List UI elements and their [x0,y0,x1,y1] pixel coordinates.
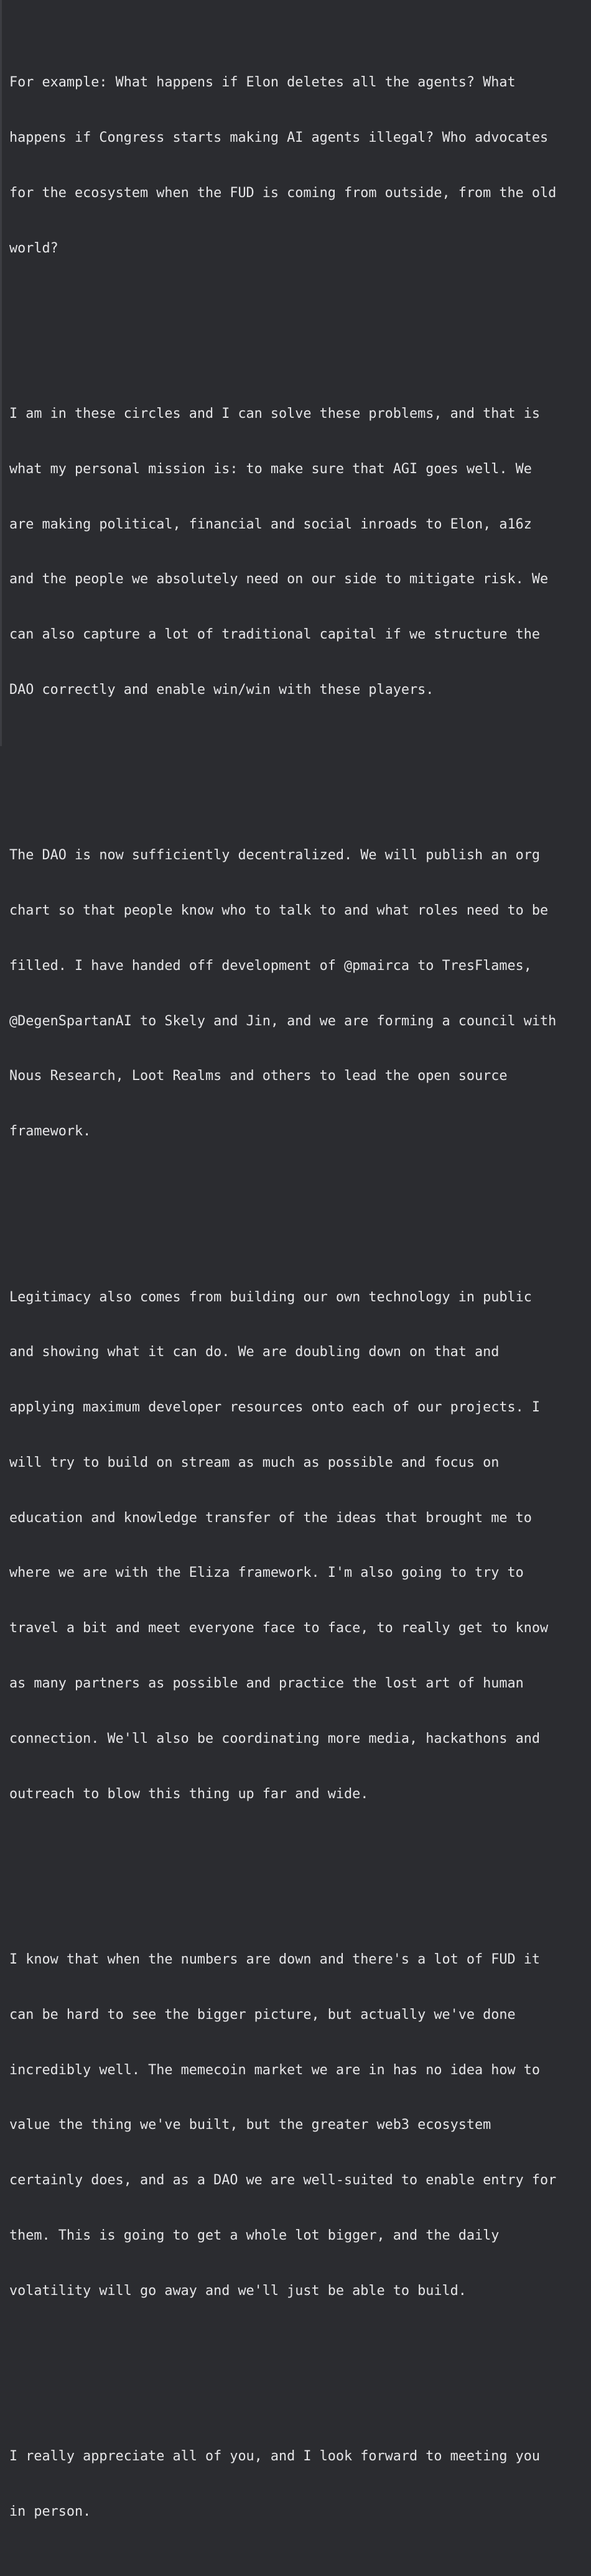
text-line: happens if Congress starts making AI agents illegal? Who advocates [9,130,549,146]
text-line: @DegenSpartanAI to Skely and Jin, and we are forming a council with [9,1013,557,1029]
paragraph-fud-questions [9,37,591,294]
text-line: certainly does, and as a DAO we are well-suited to enable entry for [9,2172,557,2189]
left-border [0,0,2,746]
paragraph-closing [9,2411,591,2558]
text-line: where we are with the Eliza framework. I'm also going to try to [9,1565,524,1581]
text-line: world? [9,240,58,256]
text-line: For example: What happens if Elon deletes all the agents? What [9,75,516,91]
paragraph-bigger-picture [9,1914,591,2337]
text-line: applying maximum developer resources onto each of our projects. I [9,1400,540,1416]
text-line: education and knowledge transfer of the ideas that brought me to [9,1510,532,1526]
text-line: in person. [9,2503,91,2519]
text-line: filled. I have handed off development of @pmairca to TresFlames, [9,958,532,974]
text-line: for the ecosystem when the FUD is coming from outside, from the old [9,185,557,201]
text-line: volatility will go away and we'll just be able to build. [9,2283,467,2299]
text-line: DAO correctly and enable win/win with these players. [9,681,434,698]
text-line: chart so that people know who to talk to and what roles need to be [9,903,549,919]
text-line: I am in these circles and I can solve these problems, and that is [9,406,540,422]
paragraph-legitimacy [9,1251,591,1840]
text-line: them. This is going to get a whole lot bigger, and the daily [9,2227,500,2243]
text-line: framework. [9,1124,91,1140]
text-line: I know that when the numbers are down and there's a lot of FUD it [9,1951,540,1967]
text-line: Legitimacy also comes from building our own technology in public [9,1289,532,1305]
text-line: can also capture a lot of traditional capital if we structure the [9,627,540,643]
text-line: as many partners as possible and practice the lost art of human [9,1676,524,1692]
text-line: will try to build on stream as much as possible and focus on [9,1454,500,1470]
text-line: and showing what it can do. We are doubling down on that and [9,1344,500,1360]
paragraph-dao-decentralized [9,810,591,1178]
document-body [9,0,591,2576]
text-line: are making political, financial and social inroads to Elon, a16z [9,516,532,532]
text-line: can be hard to see the bigger picture, but actually we've done [9,2006,516,2023]
text-line: Nous Research, Loot Realms and others to lead the open source [9,1068,508,1084]
text-line: incredibly well. The memecoin market we are in has no idea how to [9,2062,540,2078]
text-line: travel a bit and meet everyone face to face, to really get to know [9,1620,549,1637]
text-line: connection. We'll also be coordinating more media, hackathons and [9,1730,540,1747]
text-line: I really appreciate all of you, and I look forward to meeting you [9,2448,540,2464]
text-line: The DAO is now sufficiently decentralized. We will publish an org [9,847,540,864]
text-line: what my personal mission is: to make sure that AGI goes well. We [9,461,532,477]
text-line: and the people we absolutely need on our side to mitigate risk. We [9,571,549,588]
text-line: value the thing we've built, but the greater web3 ecosystem [9,2117,491,2133]
paragraph-personal-mission [9,368,591,736]
text-line: outreach to blow this thing up far and wide. [9,1786,369,1802]
